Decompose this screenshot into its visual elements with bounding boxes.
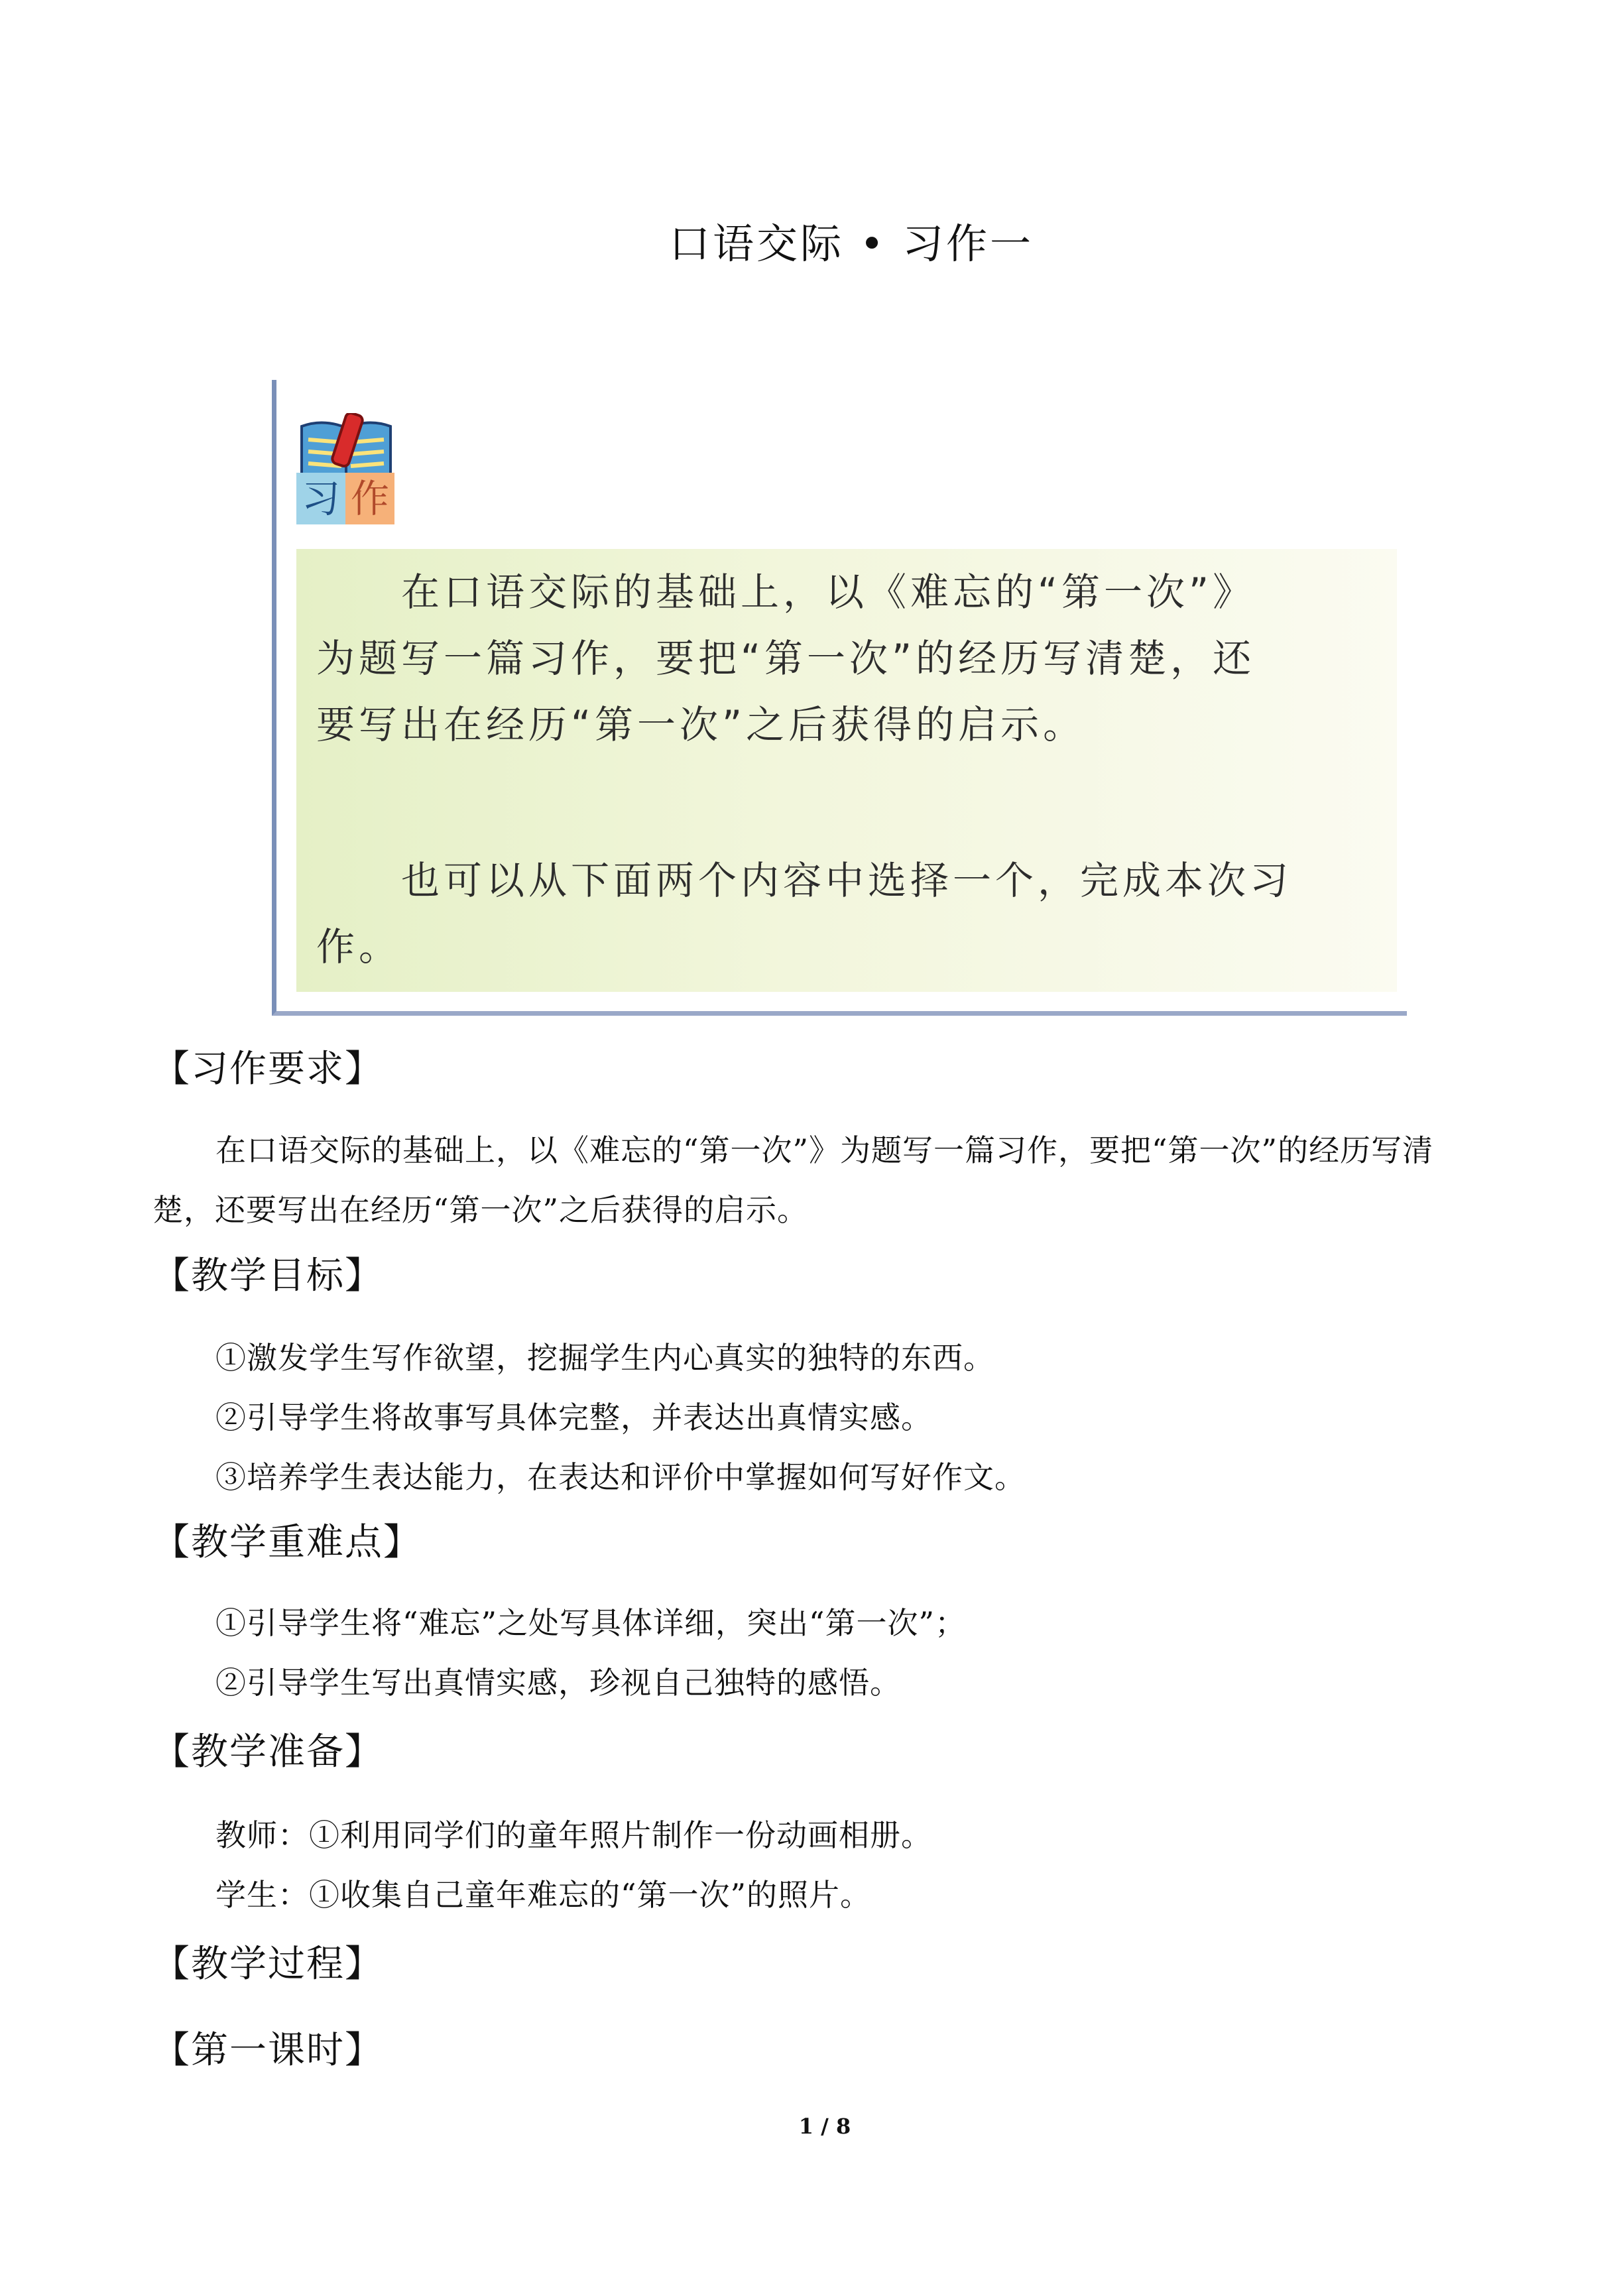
objective-item-2: ②引导学生将故事写具体完整，并表达出真情实感。 [215,1400,932,1435]
label-char-xi: 习 [296,473,345,524]
key-point-item-1: ①引导学生将“难忘”之处写具体详细，突出“第一次”； [215,1605,967,1641]
heading-first-lesson: 【第一课时】 [152,2029,383,2072]
page-title: 口语交际 • 习作一 [669,219,1034,268]
requirements-paragraph: 在口语交际的基础上，以《难忘的“第一次”》为题写一篇习作，要把“第一次”的经历写清楚，还要写出在经历“第一次”之后获得的启示。 [152,1132,1434,1228]
preparation-item-student: 学生：①收集自己童年难忘的“第一次”的照片。 [215,1877,872,1913]
heading-preparation: 【教学准备】 [152,1730,383,1774]
key-point-item-2: ②引导学生写出真情实感，珍视自己独特的感悟。 [215,1665,901,1701]
label-char-zuo: 作 [345,473,394,524]
textbook-excerpt-image [272,380,1407,1016]
page-number: 1 / 8 [798,2114,851,2139]
heading-key-points: 【教学重难点】 [152,1521,422,1564]
heading-requirements: 【习作要求】 [152,1048,383,1091]
objective-item-3: ③培养学生表达能力，在表达和评价中掌握如何写好作文。 [215,1459,1026,1495]
preparation-item-teacher: 教师：①利用同学们的童年照片制作一份动画相册。 [215,1817,932,1853]
heading-process: 【教学过程】 [152,1943,383,1986]
section-label-tag [296,473,394,524]
textbook-paragraph-2: 也可以从下面两个内容中选择一个，完成本次习作。 [316,858,1293,969]
objective-item-1: ①激发学生写作欲望，挖掘学生内心真实的独特的东西。 [215,1340,994,1376]
textbook-paragraph-1: 在口语交际的基础上，以《难忘的“第一次”》为题写一篇习作，要把“第一次”的经历写清楚，还要写出在经历“第一次”之后获得的启示。 [316,570,1256,747]
heading-objectives: 【教学目标】 [152,1254,383,1298]
